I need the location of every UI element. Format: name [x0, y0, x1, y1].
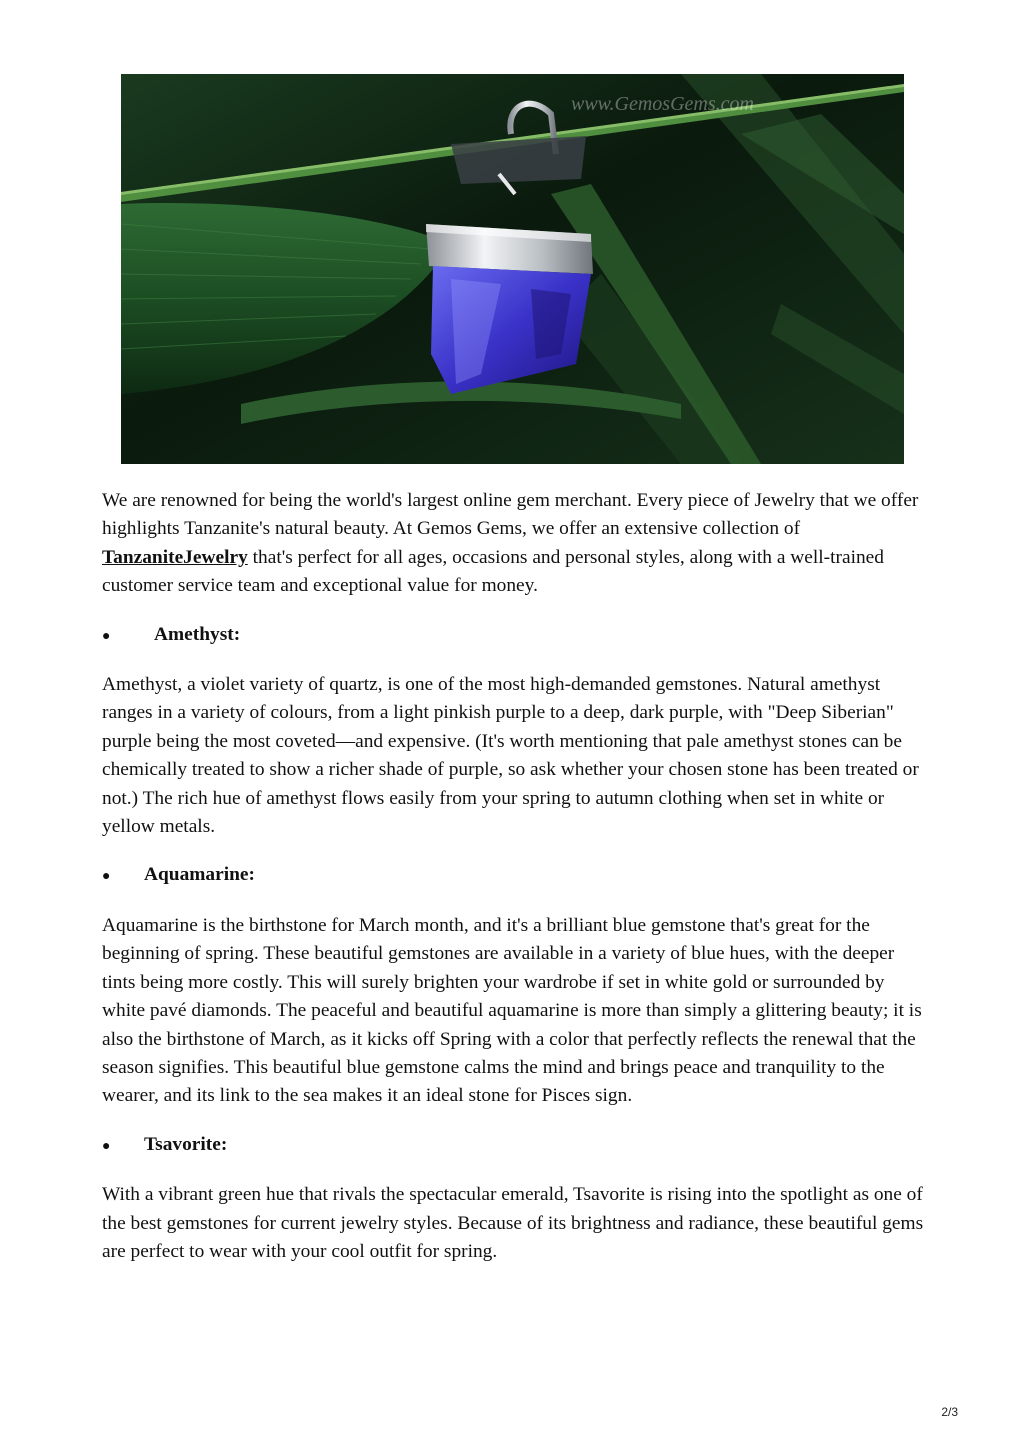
aquamarine-heading [102, 861, 932, 891]
article-body [102, 487, 932, 1286]
page-number: 2/3 [941, 1405, 958, 1419]
bullet-icon: ● [102, 628, 111, 644]
tsavorite-paragraph: With a vibrant green hue that rivals the spectacular emerald, Tsavorite is rising into the spotlight as one of the best gemstones for current jewelry styles. Because of its brightness and radiance, these beautiful gems are perfect to wear with your cool outfit for spring. [102, 1184, 924, 1262]
tsavorite-heading [102, 1131, 932, 1161]
tanzanite-jewelry-link[interactable]: TanzaniteJewelry [102, 546, 248, 568]
intro-text-1: We are renowned for being the world's largest online gem merchant. Every piece of Jewelry that we offer highlights Tanzanite's natural beauty. At Gemos Gems, we offer an extensive collection of [102, 490, 919, 540]
heading-text: Aquamarine: [144, 864, 255, 886]
bullet-icon: ● [102, 1138, 111, 1154]
pendant-illustration [121, 74, 904, 464]
amethyst-heading [102, 621, 932, 651]
svg-text:www.GemosGems.com: www.GemosGems.com [571, 93, 754, 115]
bullet-icon: ● [102, 869, 111, 885]
amethyst-paragraph: Amethyst, a violet variety of quartz, is one of the most high-demanded gemstones. Natural amethyst ranges in a variety of colours, from a light pinkish purple to a deep, dark purple, with "Deep Siberian" purple being the most coveted—and expensive. (It's worth mentioning that pale amethyst stones can be chemically treated to show a richer shade of purple, so ask whether your chosen stone has been treated or not.) The rich hue of amethyst flows easily from your spring to autumn clothing when set in white or yellow metals. [102, 674, 919, 838]
intro-text-2: that's perfect for all ages, occasions and personal styles, along with a well-trained customer service team and exceptional value for money. [102, 546, 884, 597]
heading-text: Amethyst: [154, 623, 241, 645]
heading-text: Tsavorite: [144, 1133, 228, 1155]
intro-paragraph [102, 487, 932, 601]
pendant-photo [121, 74, 904, 464]
aquamarine-paragraph: Aquamarine is the birthstone for March month, and it's a brilliant blue gemstone that's great for the beginning of spring. These beautiful gemstones are available in a variety of blue hues, with the deeper tints being more costly. This will surely brighten your wardrobe if set in white gold or surrounded by white pavé diamonds. The peaceful and beautiful aquamarine is more than simply a glittering beauty; it is also the birthstone of March, as it kicks off Spring with a color that perfectly reflects the renewal that the season signifies. This beautiful blue gemstone calms the mind and brings peace and tranquility to the wearer, and its link to the sea makes it an ideal stone for Pisces sign. [102, 914, 922, 1107]
